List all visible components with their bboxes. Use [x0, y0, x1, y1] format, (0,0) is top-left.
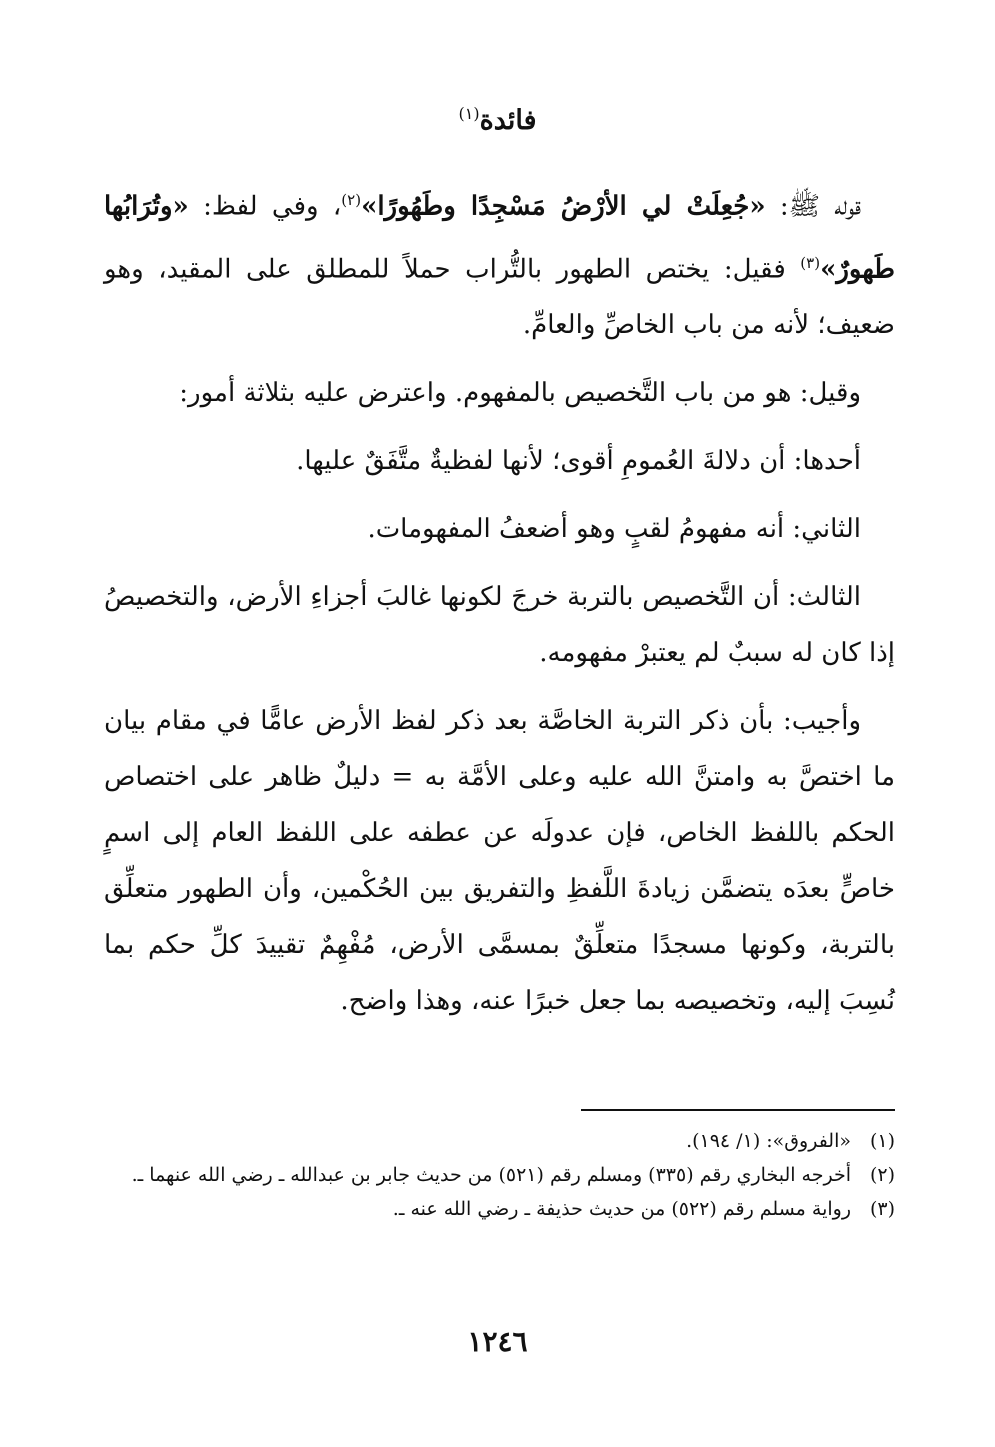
- footnote-number: (٣): [869, 1198, 895, 1220]
- paragraph-3: أحدها: أن دلالةَ العُمومِ أقوى؛ لأنها لفظيةٌ متَّفَقٌ عليها.: [296, 446, 861, 477]
- footnote-marker-3: (٣): [800, 253, 821, 272]
- title-footnote-marker: (١): [458, 104, 480, 123]
- paragraph-1: [104, 172, 895, 353]
- footnote-text: «الفروق»: (١/ ١٩٤).: [686, 1130, 851, 1152]
- paragraph-4: الثاني: أنه مفهومُ لقبٍ وهو أضعفُ المفهومات.: [367, 514, 861, 545]
- footnote-number: (٢): [869, 1164, 895, 1186]
- hadith-quote-1: «جُعِلَتْ لي الأرْضُ مَسْجِدًا وطَهُورًا»: [361, 191, 766, 222]
- p1-intro: قوله ﷺ:: [765, 191, 861, 222]
- footnote-3: [100, 1192, 895, 1226]
- footnote-text: أخرجه البخاري رقم (٣٣٥) ومسلم رقم (٥٢١) من حديث جابر بن عبدالله ـ رضي الله عنهما ـ.: [131, 1164, 851, 1186]
- footnote-1: [100, 1124, 895, 1158]
- main-text: [104, 172, 895, 1041]
- page-number: ١٢٤٦: [467, 1325, 528, 1358]
- p1-rest: فقيل: يختص الطهور بالتُّراب حملاً للمطلق على المقيد، وهو ضعيف؛ لأنه من باب الخاصِّ والعامِّ.: [104, 254, 895, 341]
- paragraph-5: الثالث: أن التَّخصيص بالتربة خرجَ لكونها غالبَ أجزاءِ الأرض، والتخصيصُ إذا كان له سببٌ لم يعتبرْ مفهومه.: [104, 582, 895, 669]
- footnote-text: رواية مسلم رقم (٥٢٢) من حديث حذيفة ـ رضي الله عنه ـ.: [392, 1198, 851, 1220]
- footnote-number: (١): [869, 1130, 895, 1152]
- footnote-marker-2: (٢): [341, 191, 362, 209]
- footnote-separator: [581, 1109, 895, 1111]
- footnotes: [100, 1124, 895, 1226]
- title-text: فائدة: [479, 105, 537, 136]
- hadith-quote-2: «وتُرَابُها طَهورٌ»: [104, 191, 895, 285]
- page-title: [0, 104, 995, 136]
- paragraph-2: وقيل: هو من باب التَّخصيص بالمفهوم. واعترض عليه بثلاثة أمور:: [179, 378, 861, 409]
- p1-middle: ، وفي لفظ:: [188, 191, 342, 222]
- footnote-2: [100, 1158, 895, 1192]
- paragraph-6: وأجيب: بأن ذكر التربة الخاصَّة بعد ذكر لفظ الأرض عامًّا في مقام بيان ما اختصَّ به وامتنَّ الله عليه وعلى الأمَّة به = دليلٌ ظاهر على اختصاص الحكم باللفظ الخاص، فإن عدولَه عن عطفه على اللفظ العام إلى اسمٍ خاصٍّ بعدَه يتضمَّن زيادةَ اللَّفظِ والتفريق بين الحُكْمين، وأن الطهور متعلِّق بالتربة، وكونها مسجدًا متعلِّقٌ بمسمَّى الأرض، مُفْهِمٌ تقييدَ كلِّ حكم بما نُسِبَ إليه، وتخصيصه بما جعل خبرًا عنه، وهذا واضح.: [104, 706, 895, 1017]
